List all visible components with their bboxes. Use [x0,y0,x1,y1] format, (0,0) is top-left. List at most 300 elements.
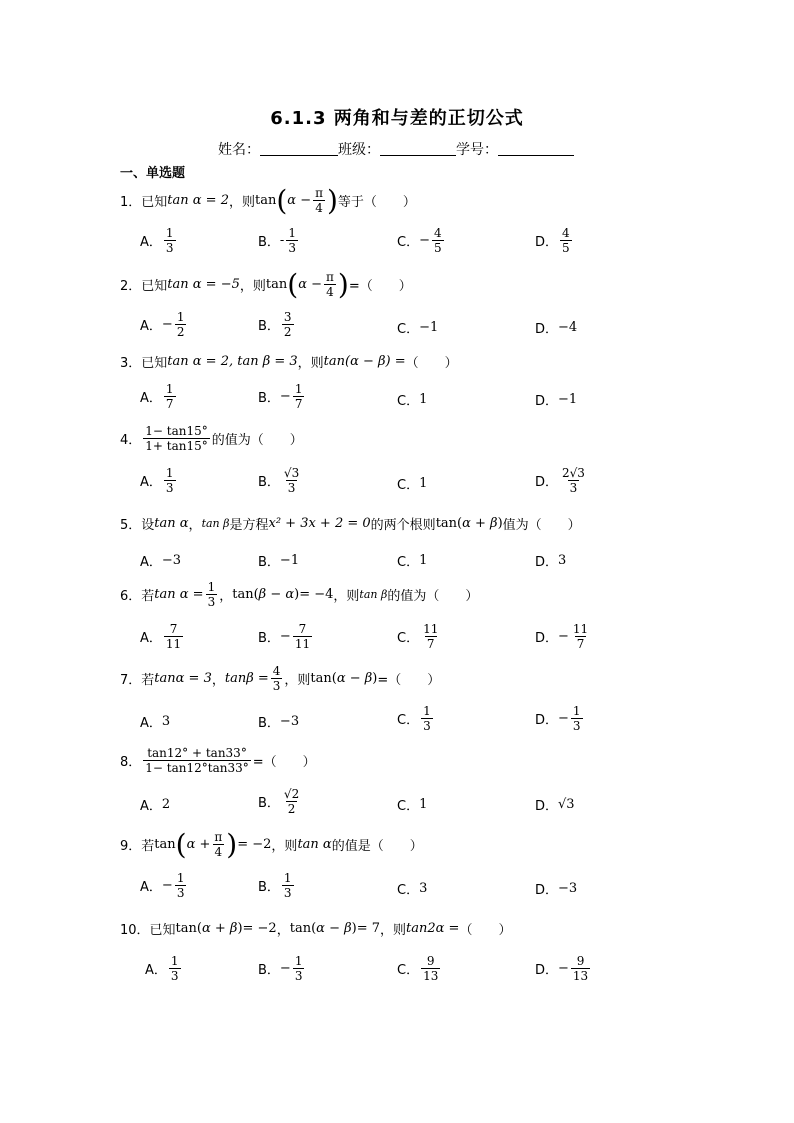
q4-a-label: A． [140,475,162,490]
q10-tan: tan [175,921,197,936]
q6-diff: β − α [258,587,295,602]
q5-tan: tan [435,516,458,531]
id-label: 学号： [456,142,498,158]
q2-a-label: A． [140,319,162,334]
q7-option-a[interactable] [140,712,170,731]
q10-c-label: C． [397,963,420,978]
q5-a-label: A． [140,555,162,570]
q6-d-num: 11 [572,622,589,636]
q7-num: 4 [272,664,281,678]
q10-left-paren2: ( [311,921,317,936]
q1-option-a[interactable] [140,226,178,255]
q1-alpha: α − [287,193,312,208]
q6-left-paren: ( [253,587,259,602]
q3-option-a[interactable] [140,382,178,411]
q10-d-sign: − [558,961,569,976]
q1-d-num: 4 [562,226,570,240]
q6-right-paren: ) [294,587,300,602]
id-blank[interactable] [498,141,574,156]
q10-left-paren: ( [196,921,202,936]
q7-c-fraction [421,704,433,733]
q3-option-b[interactable] [258,382,306,411]
q8-tail: =（ ） [252,755,316,770]
q3-b-label: B． [258,391,280,406]
q2-d-label: D． [535,322,559,337]
q6-option-b[interactable] [258,622,314,651]
q3-text: ，则 [297,356,324,371]
q6-tan-beta: tan β [359,588,388,601]
q5-option-c[interactable] [397,551,427,570]
q7-diff: α − β [336,671,373,686]
q2-b-den: 2 [283,325,292,339]
q9-b-num: 1 [283,871,292,885]
q6-option-a[interactable] [140,622,185,651]
q3-c-value: 1 [419,392,428,407]
q5-comma: ， [188,518,202,533]
q9-c-label: C． [397,883,420,898]
q7-d-num: 1 [572,704,581,718]
q4-a-fraction [164,466,176,495]
name-blank[interactable] [260,141,338,156]
q6-option-d[interactable] [535,622,592,651]
q6-option-c[interactable] [397,622,442,651]
q4-b-label: B． [258,475,280,490]
q4-option-c[interactable] [397,474,427,493]
q2-a-den: 2 [176,325,185,339]
q5-right-paren: ) [497,516,503,531]
q8-c-value: 1 [419,797,428,812]
q6-b-num: 7 [298,622,307,636]
q3-d-label: D． [535,394,559,409]
q6-d-fraction [571,622,590,651]
q2-c-label: C． [397,322,420,337]
q2-b-label: B． [258,319,280,334]
q5-left-paren: ( [457,516,463,531]
q2-c-value: −1 [419,320,439,335]
q7-left-paren: ( [331,671,337,686]
q9-a-den: 3 [176,886,185,900]
q8-b-num: √2 [283,787,300,801]
q7-option-c[interactable] [397,704,435,733]
q5-text: 是方程 [229,518,269,533]
q7-den: 3 [272,679,281,693]
q6-c-fraction [421,622,440,651]
q1-c-num: 4 [433,226,442,240]
q2-right-paren: ) [337,267,349,301]
q8-d-label: D． [535,799,559,814]
q5-d-value: 3 [558,553,567,568]
q4-option-d[interactable] [535,466,589,495]
q8-b-den: 2 [287,802,296,816]
q8-d-value: √3 [558,797,575,812]
q1-d-label: D． [535,235,559,250]
q10-number: 10．已知 [120,923,176,938]
q6-text: ，则 [333,589,360,604]
q2-left-paren: ( [287,267,299,301]
q10-option-b[interactable] [258,954,306,983]
q6-equals: = −4 [299,587,334,602]
q3-b-den: 7 [294,397,303,411]
page-title: 6.1.3 两角和与差的正切公式 [270,108,524,129]
q3-b-sign: − [279,389,291,404]
q2-math: tan α = −5 [167,277,240,292]
q10-b-sign: − [279,961,291,976]
q9-a-sign: − [161,878,173,893]
q9-number: 9．若 [120,839,155,854]
q10-option-d[interactable] [535,954,592,983]
q10-equals: = −2 [242,921,277,936]
q9-option-c[interactable] [397,879,427,898]
class-blank[interactable] [380,141,456,156]
q10-d-den: 13 [572,969,589,983]
q10-a-fraction [169,954,181,983]
q5-c-value: 1 [419,553,428,568]
q7-a-label: A． [140,716,162,731]
q5-b-value: −1 [279,553,300,568]
q10-b-label: B． [258,963,280,978]
q10-b-num: 1 [294,954,303,968]
q1-option-d[interactable] [535,226,574,255]
q6-b-sign: − [279,629,291,644]
q1-four: 4 [315,201,323,215]
q8-option-d[interactable] [535,795,575,814]
q1-b-sign: - [279,233,285,248]
q9-pi: π [214,830,223,844]
q8-den: 1− tan12°tan33° [145,761,249,775]
q3-expr: tan(α − β) = [323,354,406,369]
q5-a-value: −3 [161,553,182,568]
q9-c-value: 3 [419,881,428,896]
q9-equals: = −2 [237,837,272,852]
q2-d-value: −4 [558,320,578,335]
q8-b-label: B． [258,796,280,811]
q8-option-c[interactable] [397,795,427,814]
q8-a-value: 2 [161,797,171,812]
q9-a-num: 1 [176,871,185,885]
q7-b-label: B． [258,716,280,731]
q3-a-label: A． [140,391,162,406]
q6-d-sign: − [558,629,569,644]
question-7 [120,664,440,693]
q9-d-label: D． [535,883,559,898]
q1-text: ，则 [228,195,255,210]
q10-c-fraction [421,954,440,983]
q1-c-den: 5 [433,241,442,255]
q7-d-den: 3 [572,719,581,733]
q9-a-label: A． [140,880,162,895]
q9-four: 4 [214,845,223,859]
q6-c-den: 7 [426,637,435,651]
q10-tan2: tan [289,921,312,936]
q10-tan2alpha: tan2α = [406,921,460,936]
q6-tan-alpha: tan α = [154,587,204,602]
q7-fraction [271,664,283,693]
q1-option-c[interactable] [397,226,446,255]
q8-fraction [143,746,250,775]
q10-a-num: 1 [170,954,179,968]
q7-tan: tan [310,671,332,686]
q2-alpha: α − [298,277,322,292]
q3-option-d[interactable] [535,390,577,409]
q9-option-a[interactable] [140,871,188,900]
q10-tail: （ ） [459,923,512,938]
q7-tan-beta: tanβ = [224,671,269,686]
name-label: 姓名： [218,142,260,158]
q9-option-b[interactable] [258,871,296,900]
q4-a-den: 3 [165,481,174,495]
q4-c-value: 1 [419,476,428,491]
q5-c-label: C． [397,555,420,570]
q4-option-a[interactable] [140,466,178,495]
q3-c-label: C． [397,394,420,409]
question-5 [120,514,581,533]
q10-option-a[interactable] [145,954,183,983]
q7-text: ，则 [284,673,311,688]
question-1 [120,183,416,217]
q1-math: tan α = 2 [167,193,229,208]
q1-pi: π [315,186,323,200]
question-10 [120,919,511,938]
question-9 [120,827,423,861]
q7-d-sign: − [558,711,569,726]
q5-tail: 值为（ ） [502,518,581,533]
q1-left-paren: ( [276,183,288,217]
q1-d-den: 5 [562,241,570,255]
q6-d-label: D． [535,631,559,646]
q2-b-num: 3 [283,310,292,324]
q9-tan-alpha: tan α [297,837,332,852]
q7-c-den: 3 [423,719,431,733]
q7-tail: =（ ） [377,673,441,688]
q1-right-paren: ) [326,183,338,217]
q6-d-den: 7 [576,637,585,651]
q7-b-value: −3 [279,714,300,729]
q10-a-label: A． [145,963,167,978]
q2-pi: π [326,270,334,284]
q1-c-fraction [432,226,444,255]
q7-comma: ， [211,673,225,688]
q10-b-den: 3 [294,969,303,983]
class-label: 班级： [338,142,380,158]
q4-d-fraction [560,466,587,495]
q10-text: ，则 [380,923,407,938]
q10-right-paren: ) [237,921,243,936]
q1-c-sign: − [419,233,430,248]
q3-a-num: 1 [165,382,174,396]
q6-number: 6．若 [120,589,155,604]
q9-d-value: −3 [558,881,578,896]
q8-a-label: A． [140,799,162,814]
q1-number: 1．已知 [120,195,168,210]
q10-sum: α + β [201,921,238,936]
q2-pi-fraction [324,270,336,299]
q10-b-fraction [293,954,305,983]
q5-option-a[interactable] [140,551,181,570]
q8-num: tan12° + tan33° [147,746,247,760]
q4-b-den: 3 [287,481,296,495]
q1-pi-fraction [313,186,325,215]
q10-d-label: D． [535,963,559,978]
q4-b-num: √3 [283,466,300,480]
q9-alpha: α + [186,837,211,852]
q7-d-fraction [571,704,583,733]
q8-option-b[interactable] [258,787,303,816]
q5-tan-alpha: tan α [154,516,189,531]
q4-tail: 的值为（ ） [211,433,303,448]
q9-text: ，则 [271,839,298,854]
q8-option-a[interactable] [140,795,170,814]
q2-option-c[interactable] [397,318,438,337]
q6-a-num: 7 [169,622,178,636]
q3-b-fraction [293,382,305,411]
q4-num: 1− tan15° [145,424,208,438]
q8-number: 8． [120,755,142,770]
q9-left-paren: ( [175,827,187,861]
q4-d-den: 3 [569,481,578,495]
q10-equals2: = 7 [356,921,380,936]
q4-b-fraction [282,466,301,495]
q2-tan: tan [265,277,288,292]
q7-option-d[interactable] [535,704,585,733]
q9-option-d[interactable] [535,879,577,898]
q6-c-num: 11 [423,622,439,636]
q4-number: 4． [120,433,142,448]
q10-c-num: 9 [426,954,435,968]
q6-den: 3 [207,595,216,609]
q7-c-label: C． [397,713,420,728]
q1-b-den: 3 [288,241,296,255]
q1-d-fraction [560,226,572,255]
q7-d-label: D． [535,713,559,728]
q6-b-label: B． [258,631,280,646]
q6-b-den: 11 [294,637,311,651]
q5-b-label: B． [258,555,280,570]
q9-tail: 的值是（ ） [331,839,423,854]
q4-d-label: D． [535,475,559,490]
q5-option-b[interactable] [258,551,299,570]
question-8 [120,746,316,775]
q6-c-label: C． [397,631,420,646]
q2-text: ，则 [239,279,266,294]
q2-option-a[interactable] [140,310,188,339]
q3-d-value: −1 [558,392,578,407]
q4-option-b[interactable] [258,466,303,495]
q1-a-label: A． [140,235,162,250]
question-3 [120,352,458,371]
q6-a-label: A． [140,631,162,646]
q2-option-d[interactable] [535,318,577,337]
q10-c-den: 13 [423,969,439,983]
q10-d-num: 9 [576,954,585,968]
q1-a-num: 1 [165,226,174,240]
q2-number: 2．已知 [120,279,168,294]
q6-fraction [206,580,218,609]
q1-tan: tan [254,193,277,208]
q1-option-b[interactable] [258,226,300,255]
q5-equation: x² + 3x + 2 = 0 [268,516,371,531]
q3-math: tan α = 2, tan β = 3 [167,354,298,369]
q8-c-label: C． [397,799,420,814]
q2-b-fraction [282,310,294,339]
section-heading: 一、单选题 [120,166,186,181]
question-2 [120,267,412,301]
q10-a-den: 3 [170,969,179,983]
q4-c-label: C． [397,478,420,493]
q6-tan: tan [232,587,254,602]
q2-option-b[interactable] [258,310,296,339]
q6-num: 1 [207,580,216,594]
q3-b-num: 1 [294,382,303,396]
q10-diff: α − β [316,921,352,936]
student-info [218,139,574,159]
q5-option-d[interactable] [535,551,566,570]
q7-c-num: 1 [423,704,431,718]
q1-b-fraction [286,226,298,255]
q5-number: 5．设 [120,518,155,533]
q3-a-den: 7 [165,397,174,411]
q10-option-c[interactable] [397,954,442,983]
q3-number: 3．已知 [120,356,168,371]
q10-comma: ， [276,923,290,938]
q9-b-label: B． [258,880,280,895]
q6-tail: 的值为（ ） [387,589,479,604]
q9-b-den: 3 [283,886,292,900]
q9-right-paren: ) [226,827,238,861]
q2-four: 4 [326,285,334,299]
q2-a-sign: − [161,317,173,332]
q9-b-fraction [282,871,294,900]
q5-tan-beta: tan β [201,517,230,530]
q4-fraction [143,424,209,453]
q4-a-num: 1 [165,466,174,480]
q6-comma: ， [219,589,233,604]
q4-d-num: 2√3 [562,466,585,480]
q7-option-b[interactable] [258,712,299,731]
q6-b-fraction [293,622,312,651]
question-4 [120,424,303,453]
q1-a-den: 3 [165,241,174,255]
q6-a-fraction [164,622,183,651]
q5-d-label: D． [535,555,559,570]
q4-den: 1+ tan15° [145,439,208,453]
q10-d-fraction [571,954,590,983]
q6-a-den: 11 [165,637,182,651]
q1-c-label: C． [397,235,420,250]
question-6 [120,580,478,609]
q9-tan: tan [154,837,176,852]
q1-tail: 等于（ ） [337,195,416,210]
q7-tan-alpha: tanα = 3 [154,671,212,686]
q2-tail: =（ ） [348,279,412,294]
q7-number: 7．若 [120,673,155,688]
q1-b-label: B． [258,235,280,250]
q5-sum: α + β [462,516,498,531]
q9-a-fraction [175,871,187,900]
q5-text2: 的两个根则 [370,518,436,533]
q7-right-paren: ) [372,671,378,686]
q8-b-fraction [282,787,301,816]
q1-a-fraction [164,226,176,255]
q10-right-paren2: ) [351,921,357,936]
q3-tail: （ ） [405,356,458,371]
q2-a-fraction [175,310,187,339]
q7-a-value: 3 [161,714,171,729]
q1-b-num: 1 [288,226,296,240]
q3-option-c[interactable] [397,390,427,409]
q2-a-num: 1 [176,310,185,324]
q9-pi-fraction [212,830,224,859]
q3-a-fraction [164,382,176,411]
